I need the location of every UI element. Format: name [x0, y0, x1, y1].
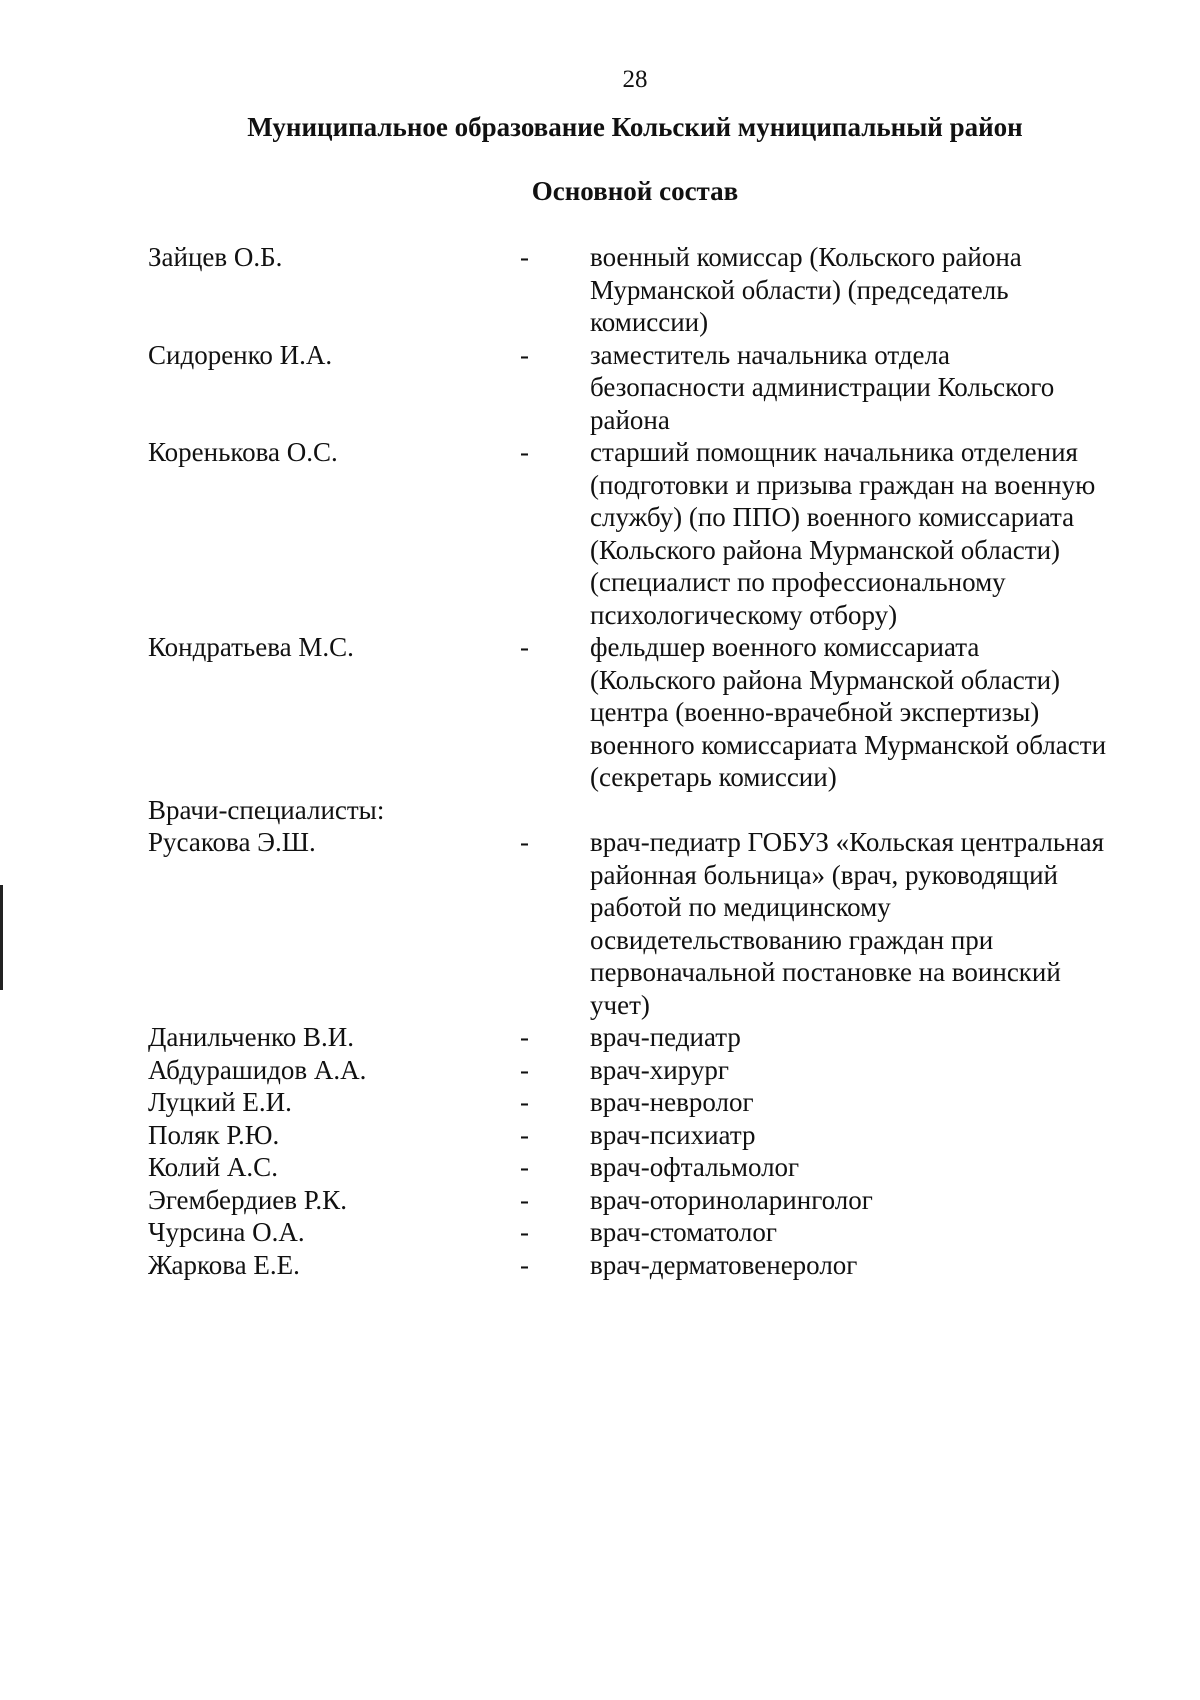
specialists-label: Врачи-специалисты:: [148, 794, 385, 825]
document-title: Муниципальное образование Кольский муниципальный район: [247, 112, 1023, 142]
separator-dash: -: [520, 437, 529, 467]
separator-dash: -: [520, 1217, 529, 1247]
member-role: заместитель начальника отдела безопасности администрации Кольского района: [590, 339, 1055, 435]
specialist-role: врач-офтальмолог: [590, 1152, 800, 1182]
specialist-row: [148, 1151, 1148, 1184]
specialist-row: [148, 1119, 1148, 1152]
separator-dash: -: [520, 1022, 529, 1052]
specialist-row: [148, 1021, 1148, 1054]
separator-dash: -: [520, 1054, 529, 1085]
specialist-role: врач-оториноларинголог: [590, 1184, 873, 1215]
specialist-name: Эгембердиев Р.К.: [148, 1184, 347, 1215]
section-subtitle: Основной состав: [531, 176, 739, 206]
member-name: Зайцев О.Б.: [148, 242, 283, 272]
specialist-row: [148, 1216, 1148, 1249]
member-name: Кондратьева М.С.: [148, 632, 354, 662]
specialist-name: Абдурашидов А.А.: [148, 1054, 367, 1085]
separator-dash: -: [520, 827, 529, 857]
separator-dash: -: [520, 339, 529, 370]
specialist-row: [148, 1249, 1148, 1282]
specialist-row: [148, 826, 1148, 1021]
member-row: [148, 339, 1148, 437]
specialist-name: Чурсина О.А.: [148, 1217, 305, 1247]
page-number: 28: [622, 66, 648, 93]
separator-dash: -: [520, 1119, 529, 1150]
specialist-name: Луцкий Е.И.: [148, 1087, 292, 1117]
separator-dash: -: [520, 242, 529, 272]
specialist-name: Жаркова Е.Е.: [148, 1249, 300, 1280]
separator-dash: -: [520, 1087, 529, 1117]
specialist-role: врач-психиатр: [590, 1119, 756, 1150]
specialist-role: врач-хирург: [590, 1054, 729, 1085]
member-row: [148, 241, 1148, 339]
member-row: [148, 436, 1148, 631]
specialist-name: Данильченко В.И.: [148, 1022, 355, 1052]
separator-dash: -: [520, 1184, 529, 1215]
specialist-name: Русакова Э.Ш.: [148, 827, 316, 857]
specialist-role: врач-стоматолог: [590, 1217, 777, 1247]
separator-dash: -: [520, 632, 529, 662]
specialist-role: врач-дерматовенеролог: [590, 1249, 858, 1280]
member-name: Сидоренко И.А.: [148, 339, 333, 370]
scan-edge-mark: [0, 885, 3, 990]
member-name: Коренькова О.С.: [148, 437, 338, 467]
specialist-row: [148, 1184, 1148, 1217]
separator-dash: -: [520, 1152, 529, 1182]
specialist-name: Колий А.С.: [148, 1152, 278, 1182]
specialist-role: врач-педиатр ГОБУЗ «Кольская центральная районная больница» (врач, руководящий работой по медицинскому освидетельствованию граждан при первоначальной постановке на воинский учет): [590, 827, 1104, 1020]
member-row: [148, 631, 1148, 794]
specialist-row: [148, 1086, 1148, 1119]
separator-dash: -: [520, 1249, 529, 1280]
member-role: фельдшер военного комиссариата (Кольского района Мурманской области) центра (военно-врачебной экспертизы) военного комиссариата Мурманской области (секретарь комиссии): [590, 632, 1107, 792]
member-role: военный комиссар (Кольского района Мурманской области) (председатель комиссии): [590, 242, 1022, 337]
specialist-role: врач-невролог: [590, 1087, 754, 1117]
specialist-row: [148, 1054, 1148, 1087]
specialist-role: врач-педиатр: [590, 1022, 741, 1052]
specialist-name: Поляк Р.Ю.: [148, 1119, 280, 1150]
commission-members-list: [148, 241, 1148, 1281]
member-role: старший помощник начальника отделения (подготовки и призыва граждан на военную службу) (по ППО) военного комиссариата (Кольского района Мурманской области) (специалист по профессиональному психологическому отбору): [590, 437, 1096, 630]
